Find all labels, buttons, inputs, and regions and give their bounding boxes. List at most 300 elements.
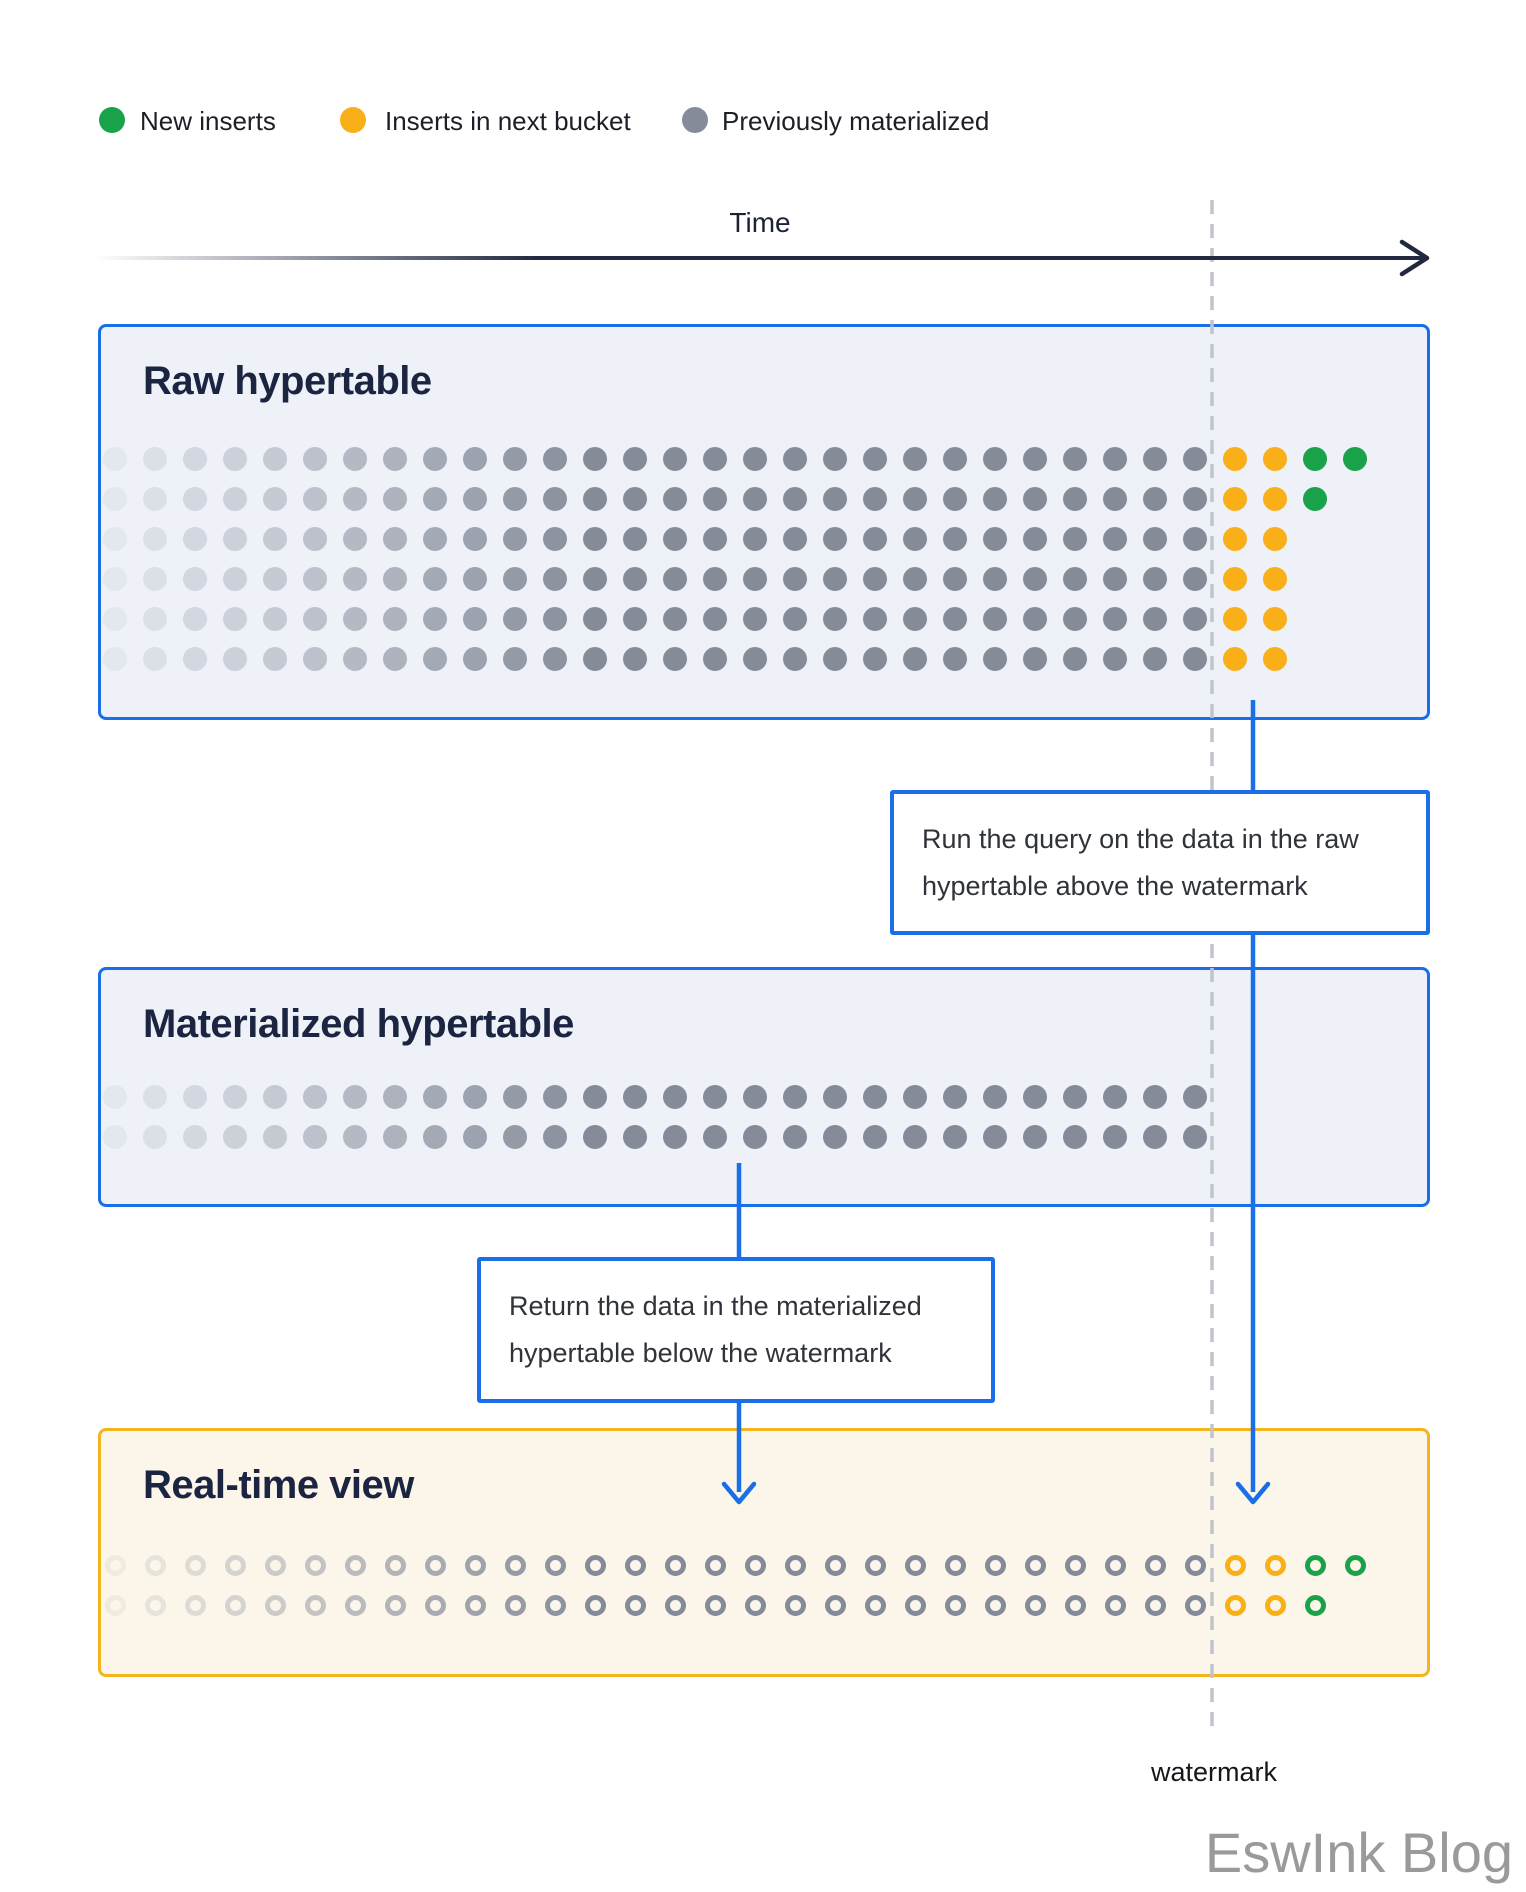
raw-hypertable-box (98, 324, 1430, 720)
gray-dot (383, 1085, 407, 1109)
run-query-callout (890, 790, 1430, 935)
gray-dot (703, 487, 727, 511)
gray-dot (1143, 1085, 1167, 1109)
legend-label-new-inserts: New inserts (140, 106, 276, 136)
gray-dot (663, 607, 687, 631)
gray-dot (463, 567, 487, 591)
gray-ring (345, 1555, 366, 1576)
gray-dot (143, 647, 167, 671)
gray-dot (783, 1085, 807, 1109)
gray-ring (265, 1595, 286, 1616)
gray-dot (943, 1125, 967, 1149)
gray-dot (1143, 647, 1167, 671)
gray-dot (583, 487, 607, 511)
gray-dot (383, 607, 407, 631)
gray-dot (263, 567, 287, 591)
gray-dot (103, 567, 127, 591)
gray-dot (103, 647, 127, 671)
gray-dot (1023, 607, 1047, 631)
gray-dot (1103, 647, 1127, 671)
gray-dot (623, 1125, 647, 1149)
orange-dot (1223, 647, 1247, 671)
gray-dot (1183, 647, 1207, 671)
gray-dot (223, 647, 247, 671)
gray-dot (183, 1085, 207, 1109)
gray-dot (743, 1085, 767, 1109)
gray-dot (863, 1125, 887, 1149)
gray-ring (1145, 1595, 1166, 1616)
gray-dot (183, 567, 207, 591)
gray-dot (1143, 447, 1167, 471)
gray-dot (903, 527, 927, 551)
gray-ring (1185, 1595, 1206, 1616)
gray-dot (1143, 1125, 1167, 1149)
gray-dot (1183, 607, 1207, 631)
gray-dot (863, 647, 887, 671)
gray-dot (223, 1085, 247, 1109)
gray-dot (383, 447, 407, 471)
gray-dot (423, 447, 447, 471)
gray-dot (343, 647, 367, 671)
gray-dot (663, 1125, 687, 1149)
gray-ring (305, 1595, 326, 1616)
gray-dot (263, 447, 287, 471)
gray-ring (585, 1595, 606, 1616)
gray-dot (943, 1085, 967, 1109)
gray-dot (503, 647, 527, 671)
gray-dot (103, 487, 127, 511)
gray-ring (385, 1555, 406, 1576)
time-axis-arrowhead-icon (1402, 242, 1427, 274)
gray-dot (583, 1085, 607, 1109)
gray-ring (385, 1595, 406, 1616)
orange-dot (1263, 527, 1287, 551)
gray-dot (463, 447, 487, 471)
gray-ring (825, 1555, 846, 1576)
gray-dot (663, 1085, 687, 1109)
gray-dot (223, 527, 247, 551)
gray-ring (465, 1595, 486, 1616)
legend-label-inserts-next-bucket: Inserts in next bucket (385, 106, 631, 136)
gray-dot (383, 1125, 407, 1149)
gray-dot (983, 1125, 1007, 1149)
gray-ring (865, 1595, 886, 1616)
gray-dot (823, 1085, 847, 1109)
gray-dot (1103, 527, 1127, 551)
gray-dot (503, 487, 527, 511)
gray-dot (423, 567, 447, 591)
real-time-view-box (98, 1428, 1430, 1677)
gray-ring (145, 1555, 166, 1576)
gray-dot (823, 1125, 847, 1149)
gray-dot (783, 1125, 807, 1149)
gray-dot (943, 447, 967, 471)
gray-dot (263, 527, 287, 551)
gray-dot (863, 527, 887, 551)
gray-dot (583, 567, 607, 591)
gray-ring (185, 1555, 206, 1576)
gray-dot (943, 527, 967, 551)
return-data-callout-line1: Return the data in the materialized (509, 1291, 922, 1321)
gray-dot (183, 487, 207, 511)
gray-dot (943, 487, 967, 511)
gray-ring (1025, 1595, 1046, 1616)
gray-dot (1103, 487, 1127, 511)
materialized-hypertable-box (98, 967, 1430, 1207)
gray-dot (383, 567, 407, 591)
gray-dot (863, 607, 887, 631)
gray-dot (623, 487, 647, 511)
gray-dot (103, 1125, 127, 1149)
gray-dot (263, 1125, 287, 1149)
gray-dot (583, 647, 607, 671)
gray-dot (1103, 567, 1127, 591)
gray-dot (463, 527, 487, 551)
gray-dot (383, 527, 407, 551)
gray-dot (1143, 487, 1167, 511)
gray-dot (423, 607, 447, 631)
gray-dot (223, 567, 247, 591)
gray-ring (865, 1555, 886, 1576)
gray-dot (703, 647, 727, 671)
gray-dot (783, 647, 807, 671)
gray-dot (103, 1085, 127, 1109)
gray-ring (265, 1555, 286, 1576)
gray-dot (1103, 607, 1127, 631)
gray-ring (225, 1555, 246, 1576)
gray-dot (1063, 487, 1087, 511)
gray-dot (423, 527, 447, 551)
gray-dot (383, 647, 407, 671)
gray-dot (583, 527, 607, 551)
gray-dot (143, 1085, 167, 1109)
green-ring (1345, 1555, 1366, 1576)
gray-dot (463, 1125, 487, 1149)
raw-hypertable-title: Raw hypertable (143, 359, 432, 403)
real-time-view-title: Real-time view (143, 1463, 414, 1507)
gray-dot (343, 567, 367, 591)
gray-dot (183, 447, 207, 471)
orange-dot (1223, 487, 1247, 511)
orange-ring (1225, 1555, 1246, 1576)
gray-ring (105, 1555, 126, 1576)
return-data-callout (477, 1257, 995, 1403)
gray-dot (663, 487, 687, 511)
gray-dot (1183, 487, 1207, 511)
gray-dot (783, 527, 807, 551)
gray-dot (1143, 607, 1167, 631)
gray-dot (943, 567, 967, 591)
gray-ring (585, 1555, 606, 1576)
orange-dot (1223, 607, 1247, 631)
gray-dot (663, 647, 687, 671)
gray-ring (145, 1595, 166, 1616)
gray-dot (103, 527, 127, 551)
gray-ring (985, 1595, 1006, 1616)
gray-dot (1023, 447, 1047, 471)
gray-dot (543, 487, 567, 511)
gray-dot (503, 567, 527, 591)
gray-ring (665, 1555, 686, 1576)
gray-ring (185, 1595, 206, 1616)
gray-dot (543, 527, 567, 551)
gray-ring (225, 1595, 246, 1616)
gray-dot (783, 447, 807, 471)
gray-dot (943, 647, 967, 671)
gray-dot (983, 487, 1007, 511)
watermark-label: watermark (1150, 1757, 1278, 1787)
gray-ring (985, 1555, 1006, 1576)
gray-dot (623, 647, 647, 671)
run-query-callout-line1: Run the query on the data in the raw (922, 823, 1359, 854)
gray-dot (343, 527, 367, 551)
gray-dot (663, 447, 687, 471)
gray-dot (903, 487, 927, 511)
gray-dot (1183, 567, 1207, 591)
gray-dot (983, 447, 1007, 471)
gray-dot (783, 567, 807, 591)
gray-dot (543, 607, 567, 631)
gray-dot (503, 1085, 527, 1109)
gray-dot (983, 647, 1007, 671)
gray-dot (543, 1085, 567, 1109)
gray-dot (1183, 1125, 1207, 1149)
orange-dot (1263, 487, 1287, 511)
gray-dot (983, 607, 1007, 631)
run-query-callout-line2: hypertable above the watermark (922, 870, 1308, 901)
gray-dot (1023, 647, 1047, 671)
gray-dot (463, 1085, 487, 1109)
gray-dot (263, 1085, 287, 1109)
gray-dot (903, 447, 927, 471)
gray-dot (1023, 527, 1047, 551)
gray-dot (343, 1085, 367, 1109)
gray-dot (903, 607, 927, 631)
gray-dot (143, 1125, 167, 1149)
gray-dot (1103, 447, 1127, 471)
orange-ring (1265, 1555, 1286, 1576)
gray-dot (343, 607, 367, 631)
gray-dot (223, 607, 247, 631)
orange-dot (1223, 447, 1247, 471)
gray-ring (665, 1595, 686, 1616)
gray-dot (543, 447, 567, 471)
gray-ring (905, 1595, 926, 1616)
gray-dot (743, 567, 767, 591)
gray-dot (1183, 447, 1207, 471)
gray-dot (703, 447, 727, 471)
brand-watermark: EswInk Blog (1204, 1821, 1513, 1884)
gray-ring (1065, 1595, 1086, 1616)
gray-dot (823, 567, 847, 591)
gray-dot (303, 567, 327, 591)
gray-dot (903, 1085, 927, 1109)
gray-dot (863, 567, 887, 591)
gray-dot (143, 487, 167, 511)
gray-dot (423, 1085, 447, 1109)
gray-dot (263, 487, 287, 511)
gray-dot (343, 1125, 367, 1149)
gray-dot (743, 527, 767, 551)
gray-dot (143, 447, 167, 471)
legend-dot-orange-icon (340, 107, 366, 133)
gray-ring (1145, 1555, 1166, 1576)
gray-dot (663, 527, 687, 551)
gray-dot (1063, 447, 1087, 471)
gray-dot (743, 487, 767, 511)
gray-dot (823, 647, 847, 671)
green-ring (1305, 1555, 1326, 1576)
gray-dot (103, 607, 127, 631)
gray-dot (303, 647, 327, 671)
green-dot (1303, 487, 1327, 511)
gray-dot (543, 567, 567, 591)
orange-dot (1223, 527, 1247, 551)
gray-dot (383, 487, 407, 511)
gray-ring (785, 1555, 806, 1576)
gray-dot (423, 1125, 447, 1149)
gray-ring (705, 1595, 726, 1616)
gray-ring (465, 1555, 486, 1576)
gray-dot (303, 527, 327, 551)
gray-dot (583, 447, 607, 471)
gray-dot (103, 447, 127, 471)
gray-dot (183, 1125, 207, 1149)
gray-dot (143, 567, 167, 591)
gray-dot (1063, 1085, 1087, 1109)
gray-dot (703, 527, 727, 551)
gray-dot (263, 647, 287, 671)
gray-dot (303, 487, 327, 511)
gray-dot (303, 1125, 327, 1149)
gray-dot (1143, 527, 1167, 551)
gray-dot (543, 1125, 567, 1149)
gray-ring (345, 1595, 366, 1616)
gray-dot (1103, 1085, 1127, 1109)
gray-dot (543, 647, 567, 671)
gray-dot (1063, 647, 1087, 671)
gray-dot (143, 527, 167, 551)
gray-dot (703, 1125, 727, 1149)
gray-dot (503, 607, 527, 631)
gray-dot (863, 487, 887, 511)
gray-ring (105, 1595, 126, 1616)
gray-dot (703, 607, 727, 631)
orange-dot (1263, 647, 1287, 671)
gray-dot (1183, 1085, 1207, 1109)
gray-ring (425, 1555, 446, 1576)
return-data-callout-line2: hypertable below the watermark (509, 1338, 892, 1368)
gray-dot (623, 527, 647, 551)
gray-dot (1063, 527, 1087, 551)
gray-dot (743, 647, 767, 671)
gray-ring (785, 1595, 806, 1616)
gray-dot (943, 607, 967, 631)
gray-dot (183, 607, 207, 631)
gray-dot (1183, 527, 1207, 551)
gray-ring (705, 1555, 726, 1576)
orange-dot (1223, 567, 1247, 591)
gray-dot (1103, 1125, 1127, 1149)
orange-dot (1263, 567, 1287, 591)
orange-dot (1263, 607, 1287, 631)
gray-dot (623, 1085, 647, 1109)
gray-dot (583, 1125, 607, 1149)
green-dot (1343, 447, 1367, 471)
gray-ring (625, 1555, 646, 1576)
gray-dot (423, 487, 447, 511)
gray-ring (945, 1555, 966, 1576)
gray-dot (1143, 567, 1167, 591)
gray-dot (903, 1125, 927, 1149)
gray-dot (863, 1085, 887, 1109)
gray-dot (463, 487, 487, 511)
gray-dot (503, 527, 527, 551)
gray-dot (903, 647, 927, 671)
legend-label-previously-materialized: Previously materialized (722, 106, 990, 136)
gray-ring (625, 1595, 646, 1616)
gray-dot (223, 447, 247, 471)
gray-dot (343, 487, 367, 511)
gray-dot (1023, 487, 1047, 511)
materialized-hypertable-title: Materialized hypertable (143, 1002, 574, 1046)
gray-dot (463, 607, 487, 631)
gray-ring (425, 1595, 446, 1616)
legend (0, 0, 1526, 160)
gray-dot (423, 647, 447, 671)
gray-dot (703, 1085, 727, 1109)
gray-dot (703, 567, 727, 591)
gray-dot (183, 527, 207, 551)
gray-dot (1023, 567, 1047, 591)
gray-dot (783, 607, 807, 631)
time-axis-label: Time (729, 207, 791, 238)
orange-ring (1265, 1595, 1286, 1616)
gray-dot (623, 447, 647, 471)
gray-ring (1105, 1555, 1126, 1576)
orange-dot (1263, 447, 1287, 471)
gray-dot (263, 607, 287, 631)
gray-dot (863, 447, 887, 471)
gray-dot (503, 447, 527, 471)
gray-dot (183, 647, 207, 671)
gray-dot (143, 607, 167, 631)
gray-dot (823, 487, 847, 511)
gray-dot (823, 447, 847, 471)
legend-dot-green-icon (99, 107, 125, 133)
green-dot (1303, 447, 1327, 471)
gray-dot (223, 487, 247, 511)
gray-dot (623, 567, 647, 591)
legend-dot-gray-icon (682, 107, 708, 133)
gray-dot (503, 1125, 527, 1149)
gray-ring (1065, 1555, 1086, 1576)
gray-ring (305, 1555, 326, 1576)
gray-dot (303, 447, 327, 471)
gray-dot (663, 567, 687, 591)
gray-dot (823, 607, 847, 631)
gray-ring (745, 1595, 766, 1616)
gray-ring (1105, 1595, 1126, 1616)
gray-dot (223, 1125, 247, 1149)
gray-dot (783, 487, 807, 511)
gray-ring (505, 1555, 526, 1576)
gray-dot (743, 1125, 767, 1149)
gray-dot (583, 607, 607, 631)
gray-dot (1063, 1125, 1087, 1149)
gray-dot (983, 1085, 1007, 1109)
gray-ring (905, 1555, 926, 1576)
